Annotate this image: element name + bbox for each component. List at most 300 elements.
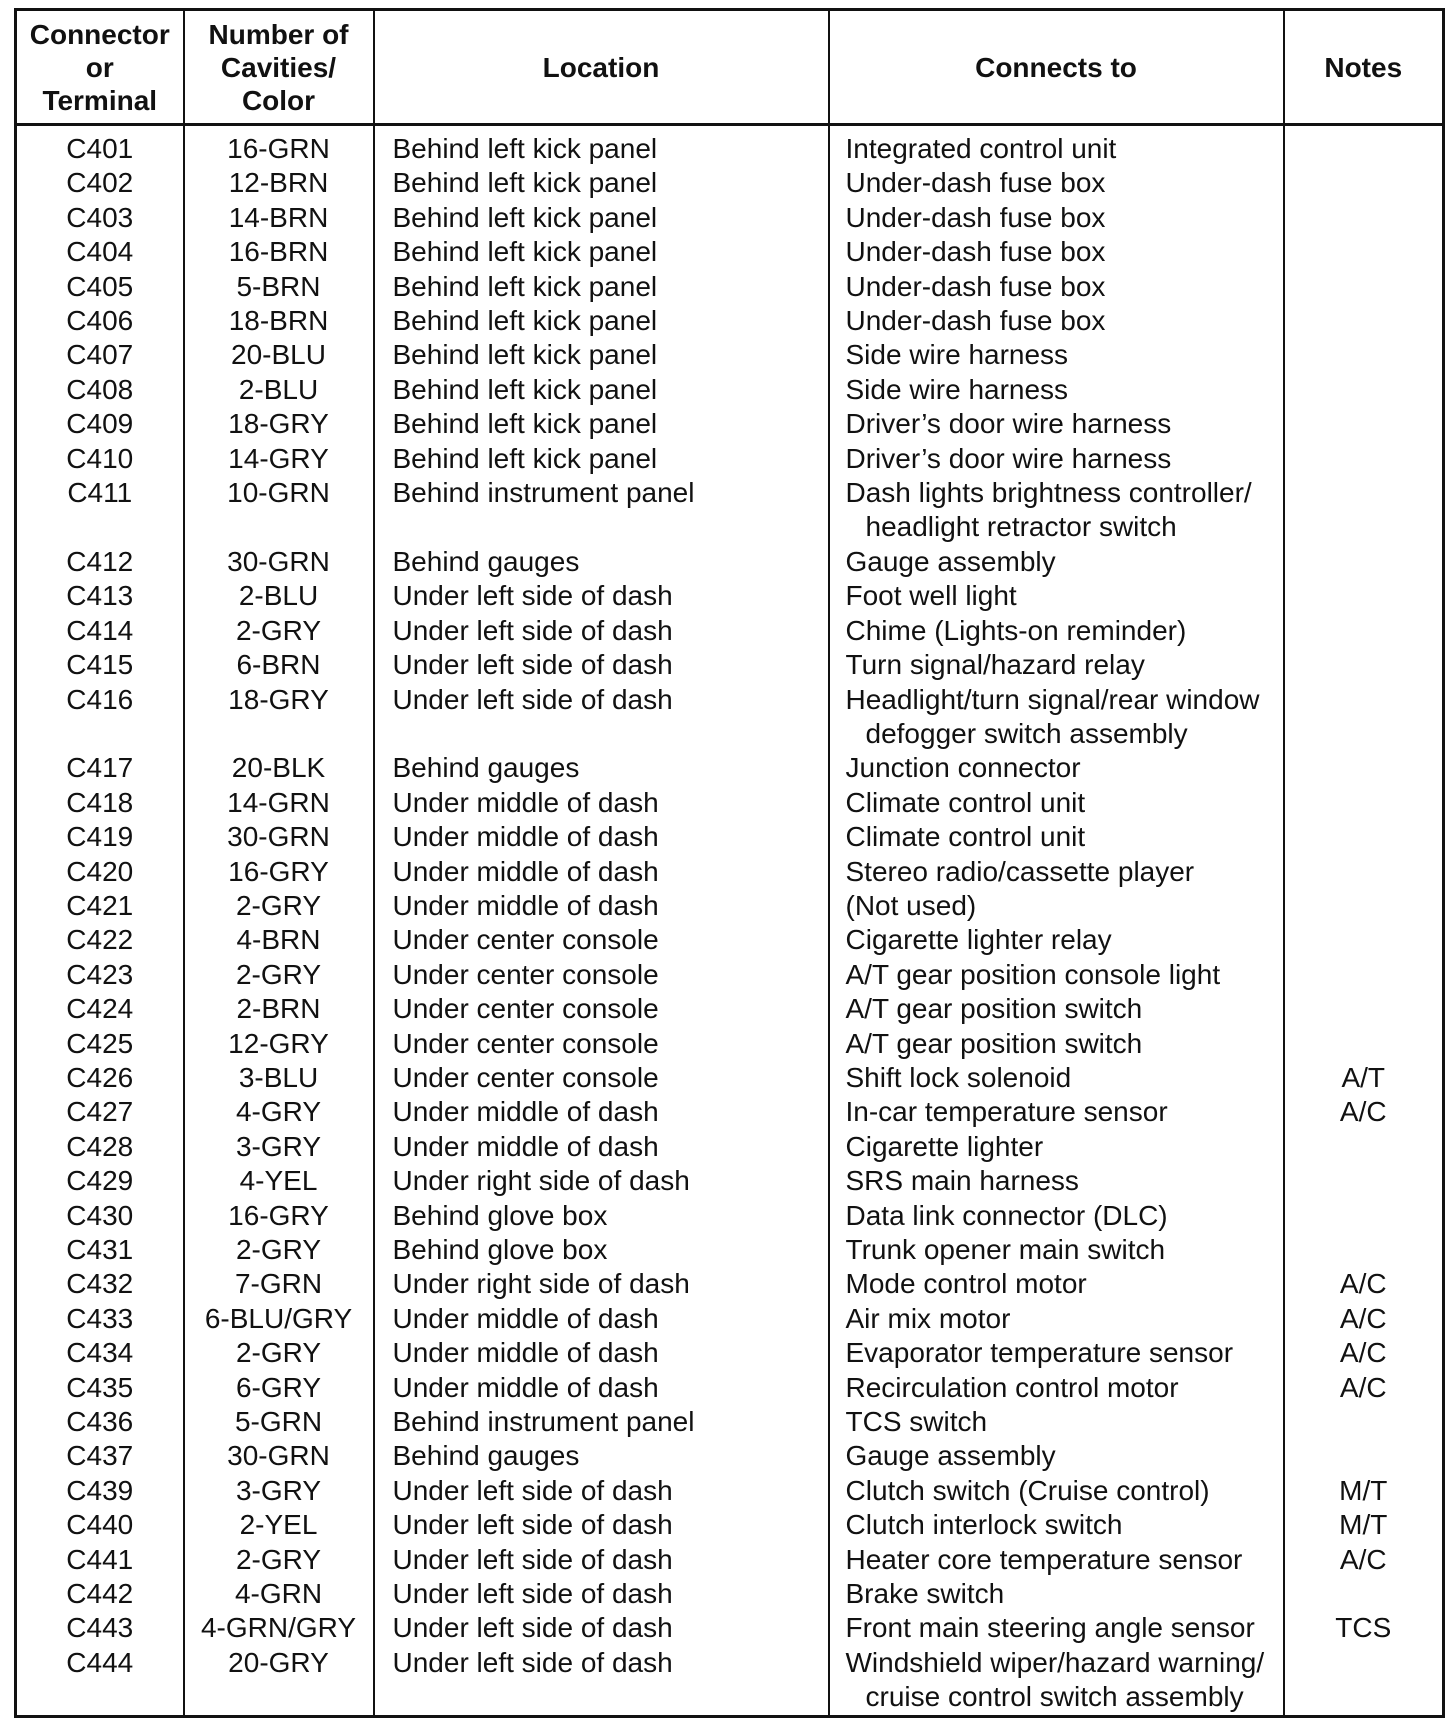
connector-terminal-cell: C428	[16, 1130, 184, 1164]
table-row	[16, 166, 1444, 200]
table-row	[16, 855, 1444, 889]
location-cell: Under left side of dash	[374, 683, 829, 752]
connects-to-line: Brake switch	[845, 1578, 1005, 1610]
connects-to-cell	[829, 614, 1284, 648]
connects-to-line: TCS switch	[845, 1406, 988, 1438]
connects-to-line: Cigarette lighter relay	[845, 924, 1112, 956]
connector-terminal-cell: C421	[16, 889, 184, 923]
table-row	[16, 1027, 1444, 1061]
connector-terminal-cell: C431	[16, 1233, 184, 1267]
cavities-color-cell: 18-GRY	[184, 683, 374, 752]
connector-terminal-cell: C424	[16, 992, 184, 1026]
table-row	[16, 304, 1444, 338]
table-row	[16, 1371, 1444, 1405]
connector-terminal-cell: C407	[16, 338, 184, 372]
connects-to-line: Integrated control unit	[845, 133, 1117, 164]
connects-to-cell	[829, 125, 1284, 167]
connects-to-cell	[829, 1302, 1284, 1336]
connector-terminal-cell: C423	[16, 958, 184, 992]
cavities-color-cell: 16-GRN	[184, 125, 374, 167]
notes-cell	[1284, 338, 1444, 372]
table-row	[16, 1061, 1444, 1095]
connects-to-cell	[829, 1611, 1284, 1645]
table-row	[16, 1199, 1444, 1233]
notes-cell	[1284, 855, 1444, 889]
table-row	[16, 1646, 1444, 1716]
cavities-color-cell: 6-GRY	[184, 1371, 374, 1405]
connector-terminal-cell: C422	[16, 923, 184, 957]
connects-to-line: headlight retractor switch	[865, 511, 1177, 543]
connects-to-cell	[829, 235, 1284, 269]
header-cavities-line: Number of	[208, 18, 349, 50]
notes-cell	[1284, 751, 1444, 785]
connector-terminal-cell: C417	[16, 751, 184, 785]
cavities-color-cell: 2-GRY	[184, 1543, 374, 1577]
notes-cell	[1284, 1577, 1444, 1611]
connects-to-cell	[829, 923, 1284, 957]
connects-to-cell	[829, 1474, 1284, 1508]
connects-to-line: Turn signal/hazard relay	[845, 649, 1145, 681]
notes-cell	[1284, 166, 1444, 200]
connects-to-line: Trunk opener main switch	[845, 1234, 1166, 1265]
cavities-color-cell: 30-GRN	[184, 820, 374, 854]
cavities-color-cell: 5-BRN	[184, 270, 374, 304]
connects-to-line: Gauge assembly	[845, 1440, 1056, 1472]
connector-terminal-cell: C420	[16, 855, 184, 889]
cavities-color-cell: 10-GRN	[184, 476, 374, 545]
location-cell: Under left side of dash	[374, 1474, 829, 1508]
connects-to-line: In-car temperature sensor	[845, 1096, 1168, 1128]
header-cavities-line: Color	[241, 84, 316, 116]
table-row	[16, 992, 1444, 1026]
cavities-color-cell: 4-GRN/GRY	[184, 1611, 374, 1645]
connector-terminal-cell: C413	[16, 579, 184, 613]
table-row	[16, 1302, 1444, 1336]
connects-to-cell	[829, 1233, 1284, 1267]
cavities-color-cell: 5-GRN	[184, 1405, 374, 1439]
cavities-color-cell: 2-GRY	[184, 1233, 374, 1267]
connector-terminal-cell: C409	[16, 407, 184, 441]
table-row	[16, 1543, 1444, 1577]
table-row	[16, 476, 1444, 545]
location-cell: Under left side of dash	[374, 1508, 829, 1542]
connects-to-line: Under-dash fuse box	[845, 270, 1106, 302]
connects-to-line: Side wire harness	[845, 373, 1069, 405]
notes-cell: M/T	[1284, 1508, 1444, 1542]
notes-cell: A/T	[1284, 1061, 1444, 1095]
table-row	[16, 923, 1444, 957]
connects-to-cell	[829, 442, 1284, 476]
cavities-color-cell: 12-GRY	[184, 1027, 374, 1061]
connector-terminal-cell: C406	[16, 304, 184, 338]
connects-to-cell	[829, 1543, 1284, 1577]
connector-terminal-cell: C437	[16, 1439, 184, 1473]
connects-to-line: Front main steering angle sensor	[845, 1612, 1255, 1644]
cavities-color-cell: 2-BLU	[184, 579, 374, 613]
connects-to-line: Cigarette lighter	[845, 1130, 1044, 1162]
table-row	[16, 338, 1444, 372]
connector-terminal-cell: C441	[16, 1543, 184, 1577]
connector-terminal-cell: C443	[16, 1611, 184, 1645]
cavities-color-cell: 7-GRN	[184, 1267, 374, 1301]
location-cell: Behind instrument panel	[374, 1405, 829, 1439]
connects-to-line: Clutch interlock switch	[845, 1509, 1123, 1541]
table-row	[16, 373, 1444, 407]
location-cell: Behind instrument panel	[374, 476, 829, 545]
connects-to-cell	[829, 958, 1284, 992]
cavities-color-cell: 6-BLU/GRY	[184, 1302, 374, 1336]
connects-to-cell	[829, 1577, 1284, 1611]
connects-to-cell	[829, 579, 1284, 613]
notes-cell	[1284, 683, 1444, 752]
notes-cell	[1284, 958, 1444, 992]
connector-terminal-cell: C427	[16, 1095, 184, 1129]
location-cell: Under center console	[374, 1027, 829, 1061]
connects-to-line: Gauge assembly	[845, 545, 1056, 577]
connector-terminal-cell: C402	[16, 166, 184, 200]
connects-to-line: Headlight/turn signal/rear window	[845, 683, 1260, 715]
location-cell: Under middle of dash	[374, 855, 829, 889]
cavities-color-cell: 2-BRN	[184, 992, 374, 1026]
location-cell: Under middle of dash	[374, 786, 829, 820]
connector-terminal-cell: C442	[16, 1577, 184, 1611]
notes-cell	[1284, 648, 1444, 682]
location-cell: Under middle of dash	[374, 1336, 829, 1370]
connects-to-cell	[829, 855, 1284, 889]
connector-terminal-cell: C430	[16, 1199, 184, 1233]
cavities-color-cell: 16-BRN	[184, 235, 374, 269]
cavities-color-cell: 20-BLK	[184, 751, 374, 785]
connects-to-line: Climate control unit	[845, 821, 1086, 853]
connects-to-line: Junction connector	[845, 752, 1081, 784]
table-row	[16, 751, 1444, 785]
connects-to-line: Air mix motor	[845, 1302, 1011, 1334]
notes-cell	[1284, 235, 1444, 269]
connector-table-sheet	[14, 8, 1442, 1713]
table-row	[16, 407, 1444, 441]
location-cell: Under center console	[374, 1061, 829, 1095]
cavities-color-cell: 3-BLU	[184, 1061, 374, 1095]
cavities-color-cell: 2-BLU	[184, 373, 374, 407]
cavities-color-cell: 14-GRN	[184, 786, 374, 820]
location-cell: Behind left kick panel	[374, 201, 829, 235]
table-row	[16, 270, 1444, 304]
header-notes: Notes	[1284, 10, 1444, 125]
header-terminal-line: or	[85, 51, 114, 83]
connects-to-cell	[829, 820, 1284, 854]
connects-to-line: Driver’s door wire harness	[845, 442, 1172, 474]
connector-terminal-cell: C419	[16, 820, 184, 854]
notes-cell	[1284, 1233, 1444, 1267]
location-cell: Under middle of dash	[374, 1302, 829, 1336]
connects-to-cell	[829, 338, 1284, 372]
notes-cell	[1284, 373, 1444, 407]
connects-to-cell	[829, 648, 1284, 682]
connector-terminal-cell: C429	[16, 1164, 184, 1198]
table-row	[16, 1577, 1444, 1611]
connects-to-cell	[829, 1267, 1284, 1301]
connects-to-cell	[829, 992, 1284, 1026]
connects-to-line: Windshield wiper/hazard warning/	[845, 1646, 1265, 1678]
notes-cell	[1284, 820, 1444, 854]
cavities-color-cell: 2-GRY	[184, 1336, 374, 1370]
connector-terminal-cell: C436	[16, 1405, 184, 1439]
location-cell: Behind gauges	[374, 545, 829, 579]
cavities-color-cell: 18-GRY	[184, 407, 374, 441]
notes-cell	[1284, 407, 1444, 441]
location-cell: Behind left kick panel	[374, 235, 829, 269]
connects-to-cell	[829, 373, 1284, 407]
notes-cell: A/C	[1284, 1543, 1444, 1577]
connects-to-cell	[829, 1508, 1284, 1542]
table-row	[16, 1439, 1444, 1473]
connects-to-line: Climate control unit	[845, 786, 1086, 818]
header-terminal-line: Terminal	[42, 84, 158, 116]
location-cell: Behind gauges	[374, 751, 829, 785]
connects-to-line: Foot well light	[845, 580, 1017, 612]
connector-terminal-cell: C401	[16, 125, 184, 167]
connects-to-cell	[829, 166, 1284, 200]
cavities-color-cell: 2-GRY	[184, 958, 374, 992]
table-row	[16, 442, 1444, 476]
notes-cell	[1284, 270, 1444, 304]
table-row	[16, 1095, 1444, 1129]
table-row	[16, 1233, 1444, 1267]
connects-to-cell	[829, 304, 1284, 338]
cavities-color-cell: 6-BRN	[184, 648, 374, 682]
connector-terminal-cell: C434	[16, 1336, 184, 1370]
table-row	[16, 579, 1444, 613]
location-cell: Under left side of dash	[374, 1646, 829, 1716]
connects-to-line: Chime (Lights-on reminder)	[845, 614, 1187, 646]
location-cell: Under left side of dash	[374, 614, 829, 648]
connector-table	[14, 8, 1445, 1718]
notes-cell	[1284, 1646, 1444, 1716]
header-cavities	[184, 10, 374, 125]
cavities-color-cell: 12-BRN	[184, 166, 374, 200]
table-row	[16, 889, 1444, 923]
connects-to-line: A/T gear position switch	[845, 1027, 1143, 1059]
table-row	[16, 201, 1444, 235]
location-cell: Under left side of dash	[374, 648, 829, 682]
connector-terminal-cell: C433	[16, 1302, 184, 1336]
connects-to-line: Recirculation control motor	[845, 1371, 1179, 1403]
connects-to-cell	[829, 476, 1284, 545]
connects-to-line: Driver’s door wire harness	[845, 408, 1172, 440]
location-cell: Behind left kick panel	[374, 442, 829, 476]
notes-cell	[1284, 545, 1444, 579]
location-cell: Behind left kick panel	[374, 338, 829, 372]
cavities-color-cell: 2-GRY	[184, 889, 374, 923]
location-cell: Behind gauges	[374, 1439, 829, 1473]
table-row	[16, 614, 1444, 648]
location-cell: Under middle of dash	[374, 1371, 829, 1405]
cavities-color-cell: 4-BRN	[184, 923, 374, 957]
connects-to-cell	[829, 1336, 1284, 1370]
location-cell: Under left side of dash	[374, 1543, 829, 1577]
table-row	[16, 958, 1444, 992]
connects-to-line: Stereo radio/cassette player	[845, 855, 1195, 887]
table-row	[16, 820, 1444, 854]
connector-terminal-cell: C412	[16, 545, 184, 579]
header-terminal	[16, 10, 184, 125]
cavities-color-cell: 4-GRY	[184, 1095, 374, 1129]
connects-to-cell	[829, 545, 1284, 579]
connects-to-cell	[829, 1439, 1284, 1473]
header-location: Location	[374, 10, 829, 125]
table-row	[16, 1130, 1444, 1164]
connects-to-line: Shift lock solenoid	[845, 1061, 1072, 1093]
location-cell: Under left side of dash	[374, 1577, 829, 1611]
notes-cell	[1284, 1439, 1444, 1473]
connector-terminal-cell: C410	[16, 442, 184, 476]
notes-cell: A/C	[1284, 1371, 1444, 1405]
location-cell: Behind left kick panel	[374, 270, 829, 304]
notes-cell	[1284, 442, 1444, 476]
connects-to-cell	[829, 201, 1284, 235]
cavities-color-cell: 20-GRY	[184, 1646, 374, 1716]
notes-cell	[1284, 786, 1444, 820]
notes-cell: TCS	[1284, 1611, 1444, 1645]
connects-to-line: Under-dash fuse box	[845, 236, 1106, 268]
cavities-color-cell: 3-GRY	[184, 1130, 374, 1164]
connects-to-cell	[829, 1061, 1284, 1095]
notes-cell	[1284, 1199, 1444, 1233]
cavities-color-cell: 30-GRN	[184, 545, 374, 579]
table-row	[16, 1508, 1444, 1542]
table-row	[16, 1336, 1444, 1370]
connects-to-line: A/T gear position console light	[845, 958, 1221, 990]
connects-to-cell	[829, 407, 1284, 441]
connector-terminal-cell: C432	[16, 1267, 184, 1301]
connects-to-cell	[829, 1371, 1284, 1405]
location-cell: Behind glove box	[374, 1199, 829, 1233]
connector-terminal-cell: C426	[16, 1061, 184, 1095]
connects-to-cell	[829, 270, 1284, 304]
cavities-color-cell: 4-GRN	[184, 1577, 374, 1611]
notes-cell: A/C	[1284, 1095, 1444, 1129]
connects-to-line: Dash lights brightness controller/	[845, 477, 1252, 509]
connects-to-cell	[829, 1405, 1284, 1439]
table-row	[16, 235, 1444, 269]
location-cell: Under center console	[374, 992, 829, 1026]
location-cell: Behind glove box	[374, 1233, 829, 1267]
location-cell: Behind left kick panel	[374, 407, 829, 441]
table-row	[16, 1405, 1444, 1439]
notes-cell	[1284, 476, 1444, 545]
connects-to-cell	[829, 889, 1284, 923]
connector-terminal-cell: C435	[16, 1371, 184, 1405]
cavities-color-cell: 16-GRY	[184, 855, 374, 889]
connects-to-line: Side wire harness	[845, 339, 1069, 371]
connects-to-cell	[829, 1646, 1284, 1716]
connector-terminal-cell: C404	[16, 235, 184, 269]
connects-to-line: Under-dash fuse box	[845, 305, 1106, 337]
table-body	[16, 125, 1444, 1717]
notes-cell	[1284, 1405, 1444, 1439]
notes-cell	[1284, 614, 1444, 648]
connector-terminal-cell: C440	[16, 1508, 184, 1542]
connects-to-line: SRS main harness	[845, 1165, 1079, 1197]
connects-to-cell	[829, 1130, 1284, 1164]
table-row	[16, 648, 1444, 682]
location-cell: Behind left kick panel	[374, 166, 829, 200]
table-row	[16, 1611, 1444, 1645]
connector-terminal-cell: C425	[16, 1027, 184, 1061]
connects-to-cell	[829, 1199, 1284, 1233]
connects-to-cell	[829, 1164, 1284, 1198]
connects-to-line: Under-dash fuse box	[845, 167, 1106, 199]
table-row	[16, 683, 1444, 752]
connector-terminal-cell: C416	[16, 683, 184, 752]
notes-cell	[1284, 304, 1444, 338]
connects-to-line: Heater core temperature sensor	[845, 1543, 1243, 1575]
location-cell: Under right side of dash	[374, 1164, 829, 1198]
notes-cell: A/C	[1284, 1336, 1444, 1370]
connector-terminal-cell: C408	[16, 373, 184, 407]
connects-to-line: defogger switch assembly	[865, 717, 1188, 749]
location-cell: Behind left kick panel	[374, 304, 829, 338]
cavities-color-cell: 16-GRY	[184, 1199, 374, 1233]
connector-terminal-cell: C444	[16, 1646, 184, 1716]
location-cell: Behind left kick panel	[374, 373, 829, 407]
header-cavities-line: Cavities/	[220, 51, 337, 83]
connects-to-line: A/T gear position switch	[845, 993, 1143, 1025]
header-connects-to: Connects to	[829, 10, 1284, 125]
table-row	[16, 1267, 1444, 1301]
cavities-color-cell: 4-YEL	[184, 1164, 374, 1198]
connects-to-line: Clutch switch (Cruise control)	[845, 1474, 1210, 1506]
location-cell: Behind left kick panel	[374, 125, 829, 167]
connects-to-cell	[829, 683, 1284, 752]
connector-terminal-cell: C411	[16, 476, 184, 545]
connects-to-line: (Not used)	[845, 889, 977, 921]
cavities-color-cell: 2-YEL	[184, 1508, 374, 1542]
table-row	[16, 786, 1444, 820]
notes-cell	[1284, 1164, 1444, 1198]
connector-terminal-cell: C405	[16, 270, 184, 304]
cavities-color-cell: 30-GRN	[184, 1439, 374, 1473]
notes-cell	[1284, 201, 1444, 235]
connects-to-line: Under-dash fuse box	[845, 201, 1106, 233]
connects-to-line: Mode control motor	[845, 1268, 1087, 1300]
notes-cell: A/C	[1284, 1267, 1444, 1301]
notes-cell	[1284, 579, 1444, 613]
location-cell: Under left side of dash	[374, 579, 829, 613]
connector-terminal-cell: C415	[16, 648, 184, 682]
location-cell: Under middle of dash	[374, 1130, 829, 1164]
notes-cell	[1284, 889, 1444, 923]
table-header	[16, 10, 1444, 125]
location-cell: Under middle of dash	[374, 820, 829, 854]
connector-terminal-cell: C439	[16, 1474, 184, 1508]
cavities-color-cell: 14-GRY	[184, 442, 374, 476]
notes-cell	[1284, 992, 1444, 1026]
location-cell: Under middle of dash	[374, 889, 829, 923]
connects-to-line: Data link connector (DLC)	[845, 1199, 1168, 1231]
connector-terminal-cell: C403	[16, 201, 184, 235]
cavities-color-cell: 3-GRY	[184, 1474, 374, 1508]
connector-terminal-cell: C418	[16, 786, 184, 820]
connector-terminal-cell: C414	[16, 614, 184, 648]
location-cell: Under center console	[374, 958, 829, 992]
notes-cell: M/T	[1284, 1474, 1444, 1508]
notes-cell	[1284, 1027, 1444, 1061]
table-row	[16, 1474, 1444, 1508]
table-row	[16, 545, 1444, 579]
connects-to-cell	[829, 1095, 1284, 1129]
table-row	[16, 1164, 1444, 1198]
